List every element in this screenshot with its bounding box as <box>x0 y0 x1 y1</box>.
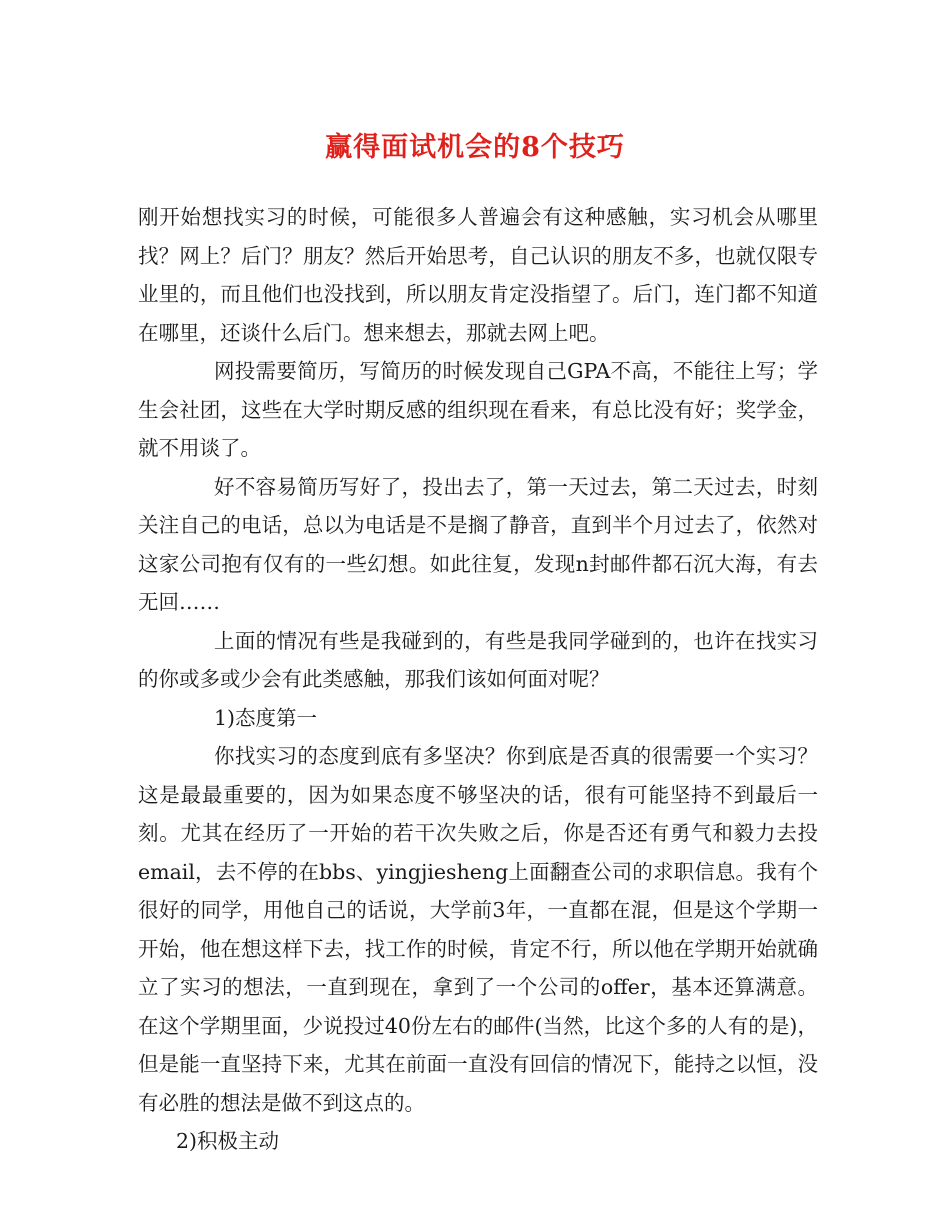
paragraph: 刚开始想找实习的时候，可能很多人普遍会有这种感触，实习机会从哪里找？网上？后门？朋友？然后开始思考，自己认识的朋友不多，也就仅限专业里的，而且他们也没找到，所以朋友肯定没指望了。后门，连门都不知道在哪里，还谈什么后门。想来想去，那就去网上吧。 <box>138 205 818 345</box>
paragraph: 你找实习的态度到底有多坚决？你到底是否真的很需要一个实习？这是最最重要的，因为如果态度不够坚决的话，很有可能坚持不到最后一刻。尤其在经历了一开始的若干次失败之后，你是否还有勇气和毅力去投email，去不停的在bbs、yingjiesheng上面翻查公司的求职信息。我有个很好的同学，用他自己的话说，大学前3年，一直都在混，但是这个学期一开始，他在想这样下去，找工作的时候，肯定不行，所以他在学期开始就确立了实习的想法，一直到现在，拿到了一个公司的offer，基本还算满意。在这个学期里面，少说投过40份左右的邮件(当然，比这个多的人有的是)，但是能一直坚持下来，尤其在前面一直没有回信的情况下，能持之以恒，没有必胜的想法是做不到这点的。 <box>138 744 818 1115</box>
paragraph: 上面的情况有些是我碰到的，有些是我同学碰到的，也许在找实习的你或多或少会有此类感触，那我们该如何面对呢？ <box>138 628 818 691</box>
paragraph: 好不容易简历写好了，投出去了，第一天过去，第二天过去，时刻关注自己的电话，总以为电话是不是搁了静音，直到半个月过去了，依然对这家公司抱有仅有的一些幻想。如此往复，发现n封邮件都石沉大海，有去无回…… <box>138 474 818 614</box>
section-heading: 2)积极主动 <box>176 1129 280 1153</box>
document-title: 赢得面试机会的8个技巧 <box>325 132 625 163</box>
section-heading: 1)态度第一 <box>214 705 318 730</box>
document-body <box>138 198 818 1161</box>
paragraph: 网投需要简历，写简历的时候发现自己GPA不高，不能往上写；学生会社团，这些在大学时期反感的组织现在看来，有总比没有好；奖学金，就不用谈了。 <box>138 359 818 460</box>
